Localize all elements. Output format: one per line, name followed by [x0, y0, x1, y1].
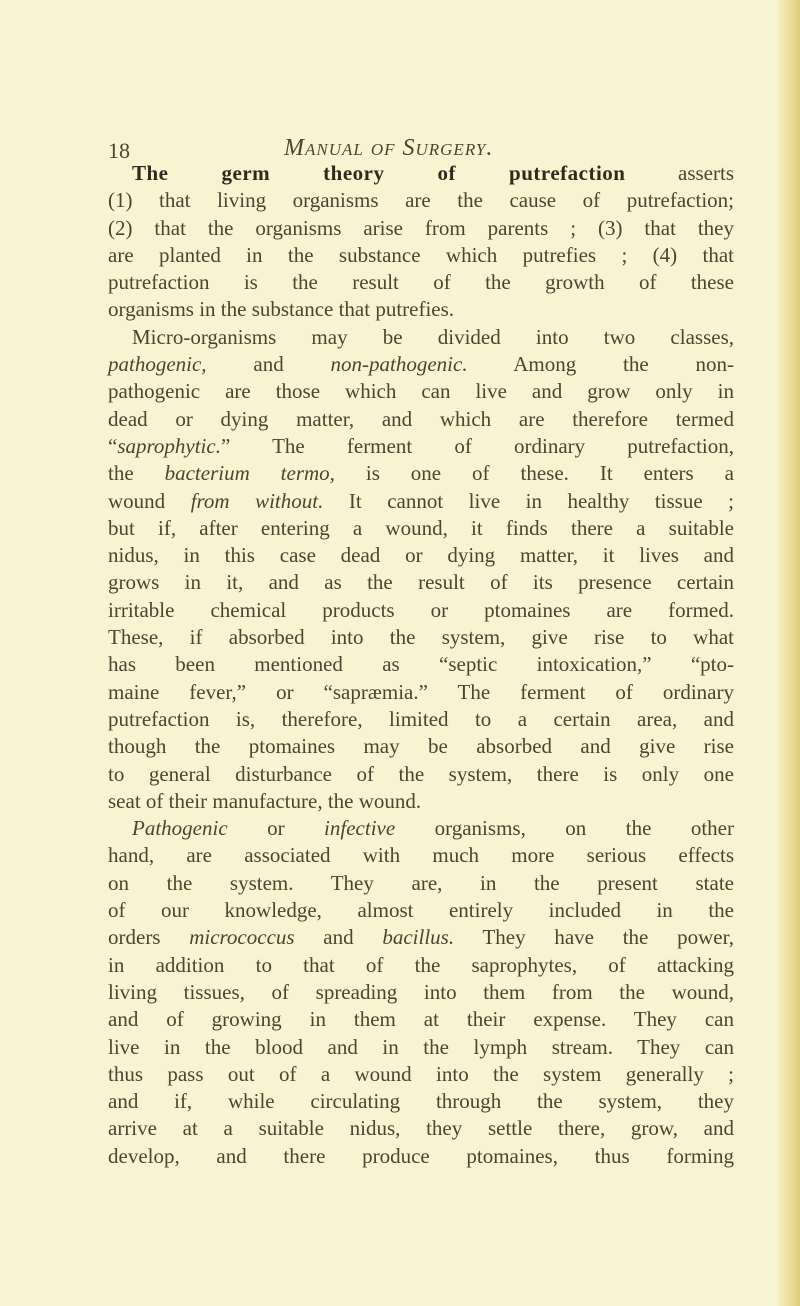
text-run: arrive at a suitable nidus, they settle there, grow, and — [108, 1116, 734, 1141]
text-run: pathogenic are those which can live and grow only in — [108, 379, 734, 404]
text-line — [108, 952, 734, 979]
text-line — [108, 406, 734, 433]
text-line — [108, 296, 734, 323]
text-run: putrefaction is, therefore, limited to a certain area, and — [108, 706, 734, 731]
text-run: and of growing in them at their expense. They can — [108, 1007, 734, 1032]
text-line — [108, 488, 734, 515]
text-line — [108, 815, 734, 842]
page-edge-shadow — [778, 0, 800, 1306]
text-line — [108, 569, 734, 596]
text-run: of our knowledge, almost entirely included in the — [108, 898, 734, 923]
text-run: wound — [108, 488, 191, 513]
text-line — [108, 1034, 734, 1061]
text-run: “ — [108, 433, 118, 458]
italic-term: from without. — [190, 488, 324, 513]
text-run: has been mentioned as “septic intoxication,” “pto- — [108, 652, 734, 677]
text-line — [108, 160, 734, 187]
text-run: grows in it, and as the result of its presence certain — [108, 570, 734, 595]
text-run: organisms in the substance that putrefies. — [108, 297, 455, 322]
text-run: and — [294, 925, 383, 950]
text-line — [108, 624, 734, 651]
text-run: ” The ferment of ordinary putrefaction, — [220, 433, 734, 458]
text-line — [108, 761, 734, 788]
italic-term: non-pathogenic. — [330, 352, 468, 377]
text-run: on the system. They are, in the present state — [108, 870, 734, 895]
text-run: thus pass out of a wound into the system generally ; — [108, 1061, 734, 1086]
text-run: are planted in the substance which putrefies ; (4) that — [108, 242, 734, 267]
text-line — [108, 979, 734, 1006]
text-line — [108, 1088, 734, 1115]
text-line — [108, 460, 734, 487]
text-run: seat of their manufacture, the wound. — [108, 788, 422, 813]
text-run: though the ptomaines may be absorbed and give rise — [108, 734, 734, 759]
page-number: 18 — [108, 138, 130, 163]
text-run: the — [108, 461, 165, 486]
text-line — [108, 1115, 734, 1142]
text-run: dead or dying matter, and which are therefore termed — [108, 406, 734, 431]
text-run: and if, while circulating through the system, they — [108, 1089, 734, 1114]
text-line — [108, 788, 734, 815]
text-run: is one of these. It enters a — [334, 461, 734, 486]
text-run: develop, and there produce ptomaines, thus forming — [108, 1143, 734, 1168]
text-run: irritable chemical products or ptomaines are formed. — [108, 597, 734, 622]
text-line — [108, 679, 734, 706]
italic-term: infective — [324, 816, 396, 841]
text-line — [108, 378, 734, 405]
text-run: maine fever,” or “sapræmia.” The ferment of ordinary — [108, 679, 734, 704]
text-run: living tissues, of spreading into them from the wound, — [108, 979, 734, 1004]
text-run: to general disturbance of the system, there is only one — [108, 761, 734, 786]
text-run: They have the power, — [454, 925, 734, 950]
text-run: Among the non- — [467, 352, 734, 377]
text-run: orders — [108, 925, 190, 950]
text-line — [108, 242, 734, 269]
text-run: or — [227, 816, 325, 841]
text-line — [108, 215, 734, 242]
text-run: Micro-organisms may be divided into two classes, — [132, 324, 734, 349]
text-run: but if, after entering a wound, it finds there a suitable — [108, 515, 734, 540]
text-run: hand, are associated with much more serious effects — [108, 843, 734, 868]
text-run: These, if absorbed into the system, give rise to what — [108, 625, 734, 650]
text-line — [108, 870, 734, 897]
italic-term: saprophytic. — [117, 433, 221, 458]
body-text — [108, 160, 734, 1170]
text-line — [108, 542, 734, 569]
text-run: in addition to that of the saprophytes, of attacking — [108, 952, 734, 977]
text-line — [108, 597, 734, 624]
italic-term: pathogenic, — [108, 352, 207, 377]
text-run: live in the blood and in the lymph stream. They can — [108, 1034, 734, 1059]
text-run: asserts — [625, 161, 734, 185]
italic-term: bacterium termo, — [164, 461, 335, 486]
text-line — [108, 706, 734, 733]
text-line — [108, 1061, 734, 1088]
text-line — [108, 269, 734, 296]
italic-term: Pathogenic — [132, 816, 228, 841]
text-line — [108, 351, 734, 378]
text-line — [108, 842, 734, 869]
text-run: and — [206, 352, 331, 377]
text-line — [108, 651, 734, 678]
text-line — [108, 733, 734, 760]
text-line — [108, 515, 734, 542]
italic-term: bacillus. — [382, 925, 455, 950]
text-run: (1) that living organisms are the cause of putrefaction; — [108, 188, 734, 213]
running-title: Manual of Surgery. — [284, 135, 494, 161]
text-line — [108, 324, 734, 351]
text-run: organisms, on the other — [395, 816, 734, 841]
text-run: It cannot live in healthy tissue ; — [323, 488, 735, 513]
text-run: nidus, in this case dead or dying matter, it lives and — [108, 543, 734, 568]
text-line — [108, 1143, 734, 1170]
text-line — [108, 1006, 734, 1033]
text-line — [108, 897, 734, 924]
text-line — [108, 187, 734, 214]
text-line — [108, 924, 734, 951]
text-run: (2) that the organisms arise from parents ; (3) that they — [108, 215, 734, 240]
italic-term: micrococcus — [189, 925, 295, 950]
text-run: putrefaction is the result of the growth of these — [108, 270, 734, 295]
bold-heading: The germ theory of putrefaction — [132, 161, 626, 185]
text-line — [108, 433, 734, 460]
